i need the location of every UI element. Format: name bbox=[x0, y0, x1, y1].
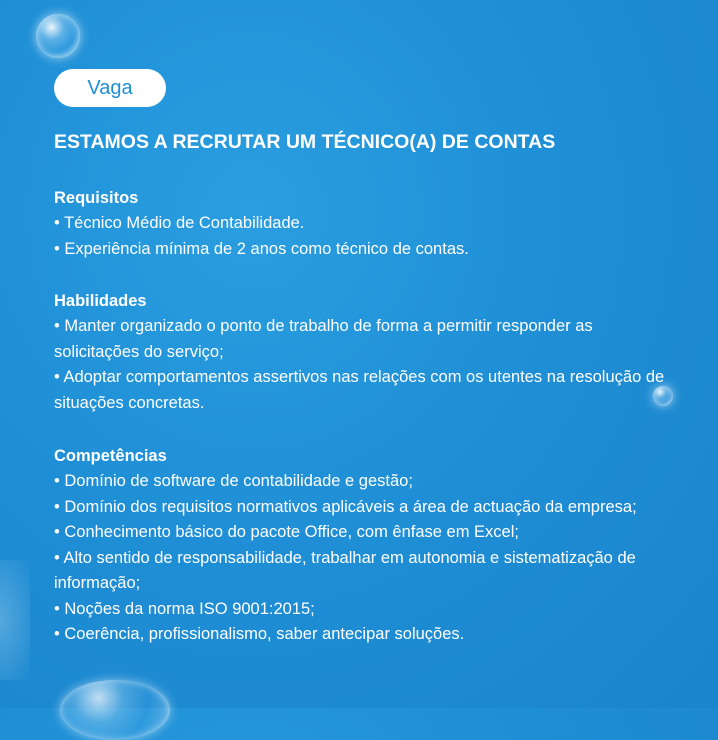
vaga-badge: Vaga bbox=[54, 69, 166, 107]
list-item: • Técnico Médio de Contabilidade. bbox=[54, 214, 305, 232]
section-heading: Requisitos bbox=[54, 189, 139, 207]
list-item: • Alto sentido de responsabilidade, trabalhar em autonomia e sistematização de informação; bbox=[54, 548, 636, 592]
page-title: ESTAMOS A RECRUTAR UM TÉCNICO(A) DE CONTAS bbox=[54, 131, 556, 153]
list-item: • Adoptar comportamentos assertivos nas relações com os utentes na resolução de situações concretas. bbox=[54, 368, 665, 412]
list-item: • Noções da norma ISO 9001:2015; bbox=[54, 599, 315, 618]
background-glow bbox=[0, 560, 30, 680]
list-item: • Conhecimento básico do pacote Office, com ênfase em Excel; bbox=[54, 523, 519, 541]
section-requisitos bbox=[54, 186, 680, 262]
list-item: • Domínio de software de contabilidade e gestão; bbox=[54, 472, 413, 490]
section-heading: Habilidades bbox=[54, 292, 147, 310]
section-habilidades bbox=[54, 289, 680, 416]
section-competencias bbox=[54, 444, 680, 648]
list-item: • Experiência mínima de 2 anos como técnico de contas. bbox=[54, 239, 469, 258]
list-item: • Manter organizado o ponto de trabalho de forma a permitir responder as solicitações do serviço; bbox=[54, 317, 593, 361]
bubble-decoration-top bbox=[36, 14, 80, 58]
bubble-decoration-bottom bbox=[60, 680, 170, 740]
list-item: • Coerência, profissionalismo, saber antecipar soluções. bbox=[54, 625, 465, 643]
list-item: • Domínio dos requisitos normativos aplicáveis a área de actuação da empresa; bbox=[54, 497, 637, 516]
section-heading: Competências bbox=[54, 447, 167, 465]
